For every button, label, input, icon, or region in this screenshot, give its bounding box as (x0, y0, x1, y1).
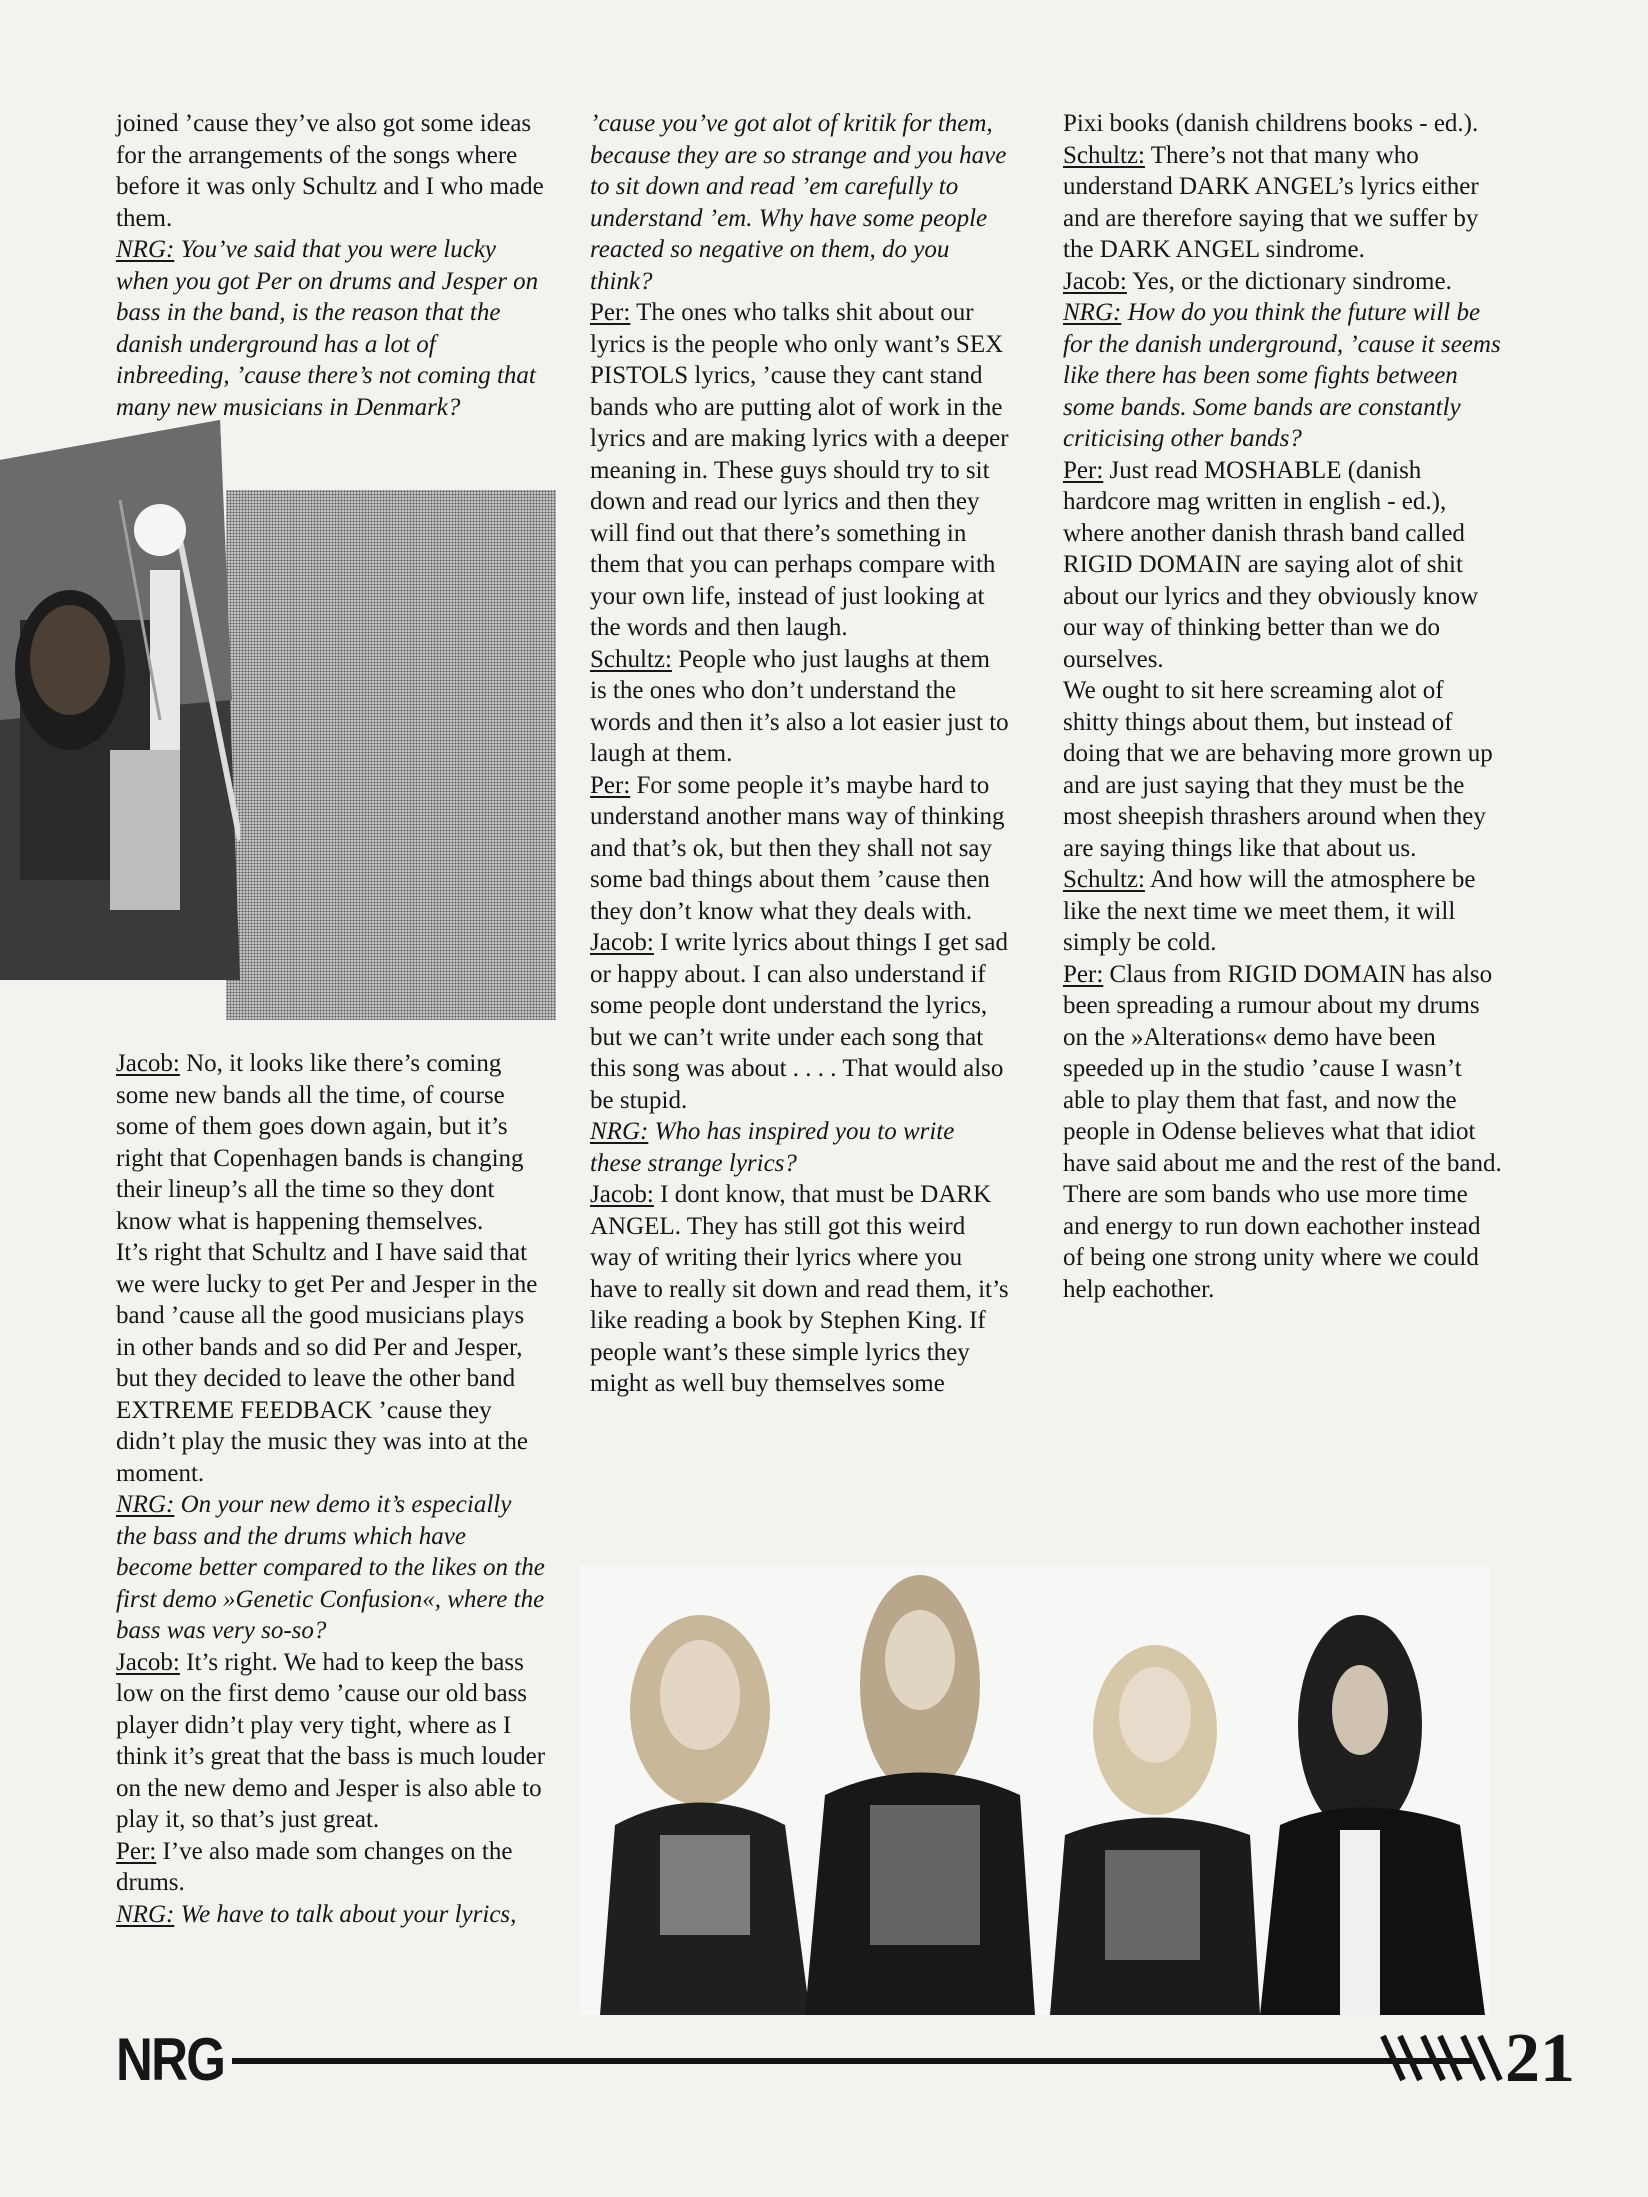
paragraph-text: I dont know, that must be DARK ANGEL. They has still got this weird way of writing their lyrics where you have to really sit down and read them, it’s like reading a book by Stephen King. If people want’s these simple lyrics they might as well buy themselves some (590, 1181, 1009, 1397)
interview-answer (1063, 266, 1503, 298)
interview-question (590, 1116, 1010, 1179)
paragraph-text: Just read MOSHABLE (danish hardcore mag written in english - ed.), where another danish thrash band called RIGID DOMAIN are saying alot of shit about our lyrics and they obviously know our way of thinking better than we do ourselves. (1063, 456, 1479, 673)
interview-answer (116, 1836, 546, 1899)
paragraph-text: On your new demo it’s especially the bass and the drums which have become better compared to the likes on the first demo »Genetic Confusion«, where the bass was very so-so? (116, 1491, 545, 1644)
footer-ornament-icon (1378, 2028, 1503, 2088)
paragraph-text: The ones who talks shit about our lyrics is the people who only want’s SEX PISTOLS lyrics, ’cause they cant stand bands who are putting alot of work in the lyrics and are making lyrics with a deeper meaning in. These guys should try to sit down and read our lyrics and then they will find out that there’s something in them that you can perhaps compare with your own life, instead of just looking at the words and then laugh. (590, 299, 1009, 641)
paragraph-text: We have to talk about your lyrics, (180, 1900, 517, 1928)
speaker-label: Jacob: (590, 929, 654, 956)
footer-rule (232, 2058, 1472, 2064)
paragraph-text: Claus from RIGID DOMAIN has also been spreading a rumour about my drums on the »Alterations« demo have been speeded up in the studio ’cause I wasn’t able to play them that fast, and now the people in Odense believes what that idiot have said about me and the rest of the band. (1063, 960, 1502, 1177)
paragraph-text: joined ’cause they’ve also got some ideas for the arrangements of the songs where before it was only Schultz and I who made them. (116, 110, 544, 232)
page-number: 21 (1505, 2020, 1575, 2097)
paragraph-text: It’s right. We had to keep the bass low on the first demo ’cause our old bass player didn’t play very tight, where as I think it’s great that the bass is much louder on the new demo and Jesper is also able to play it, so that’s just great. (116, 1648, 546, 1833)
speaker-label: NRG: (1063, 299, 1122, 326)
speaker-label: Per: (1063, 960, 1104, 988)
paragraph-text: Pixi books (danish childrens books - ed.). (1063, 110, 1479, 137)
interview-answer (590, 927, 1010, 1116)
paragraph-text: For some people it’s maybe hard to understand another mans way of thinking and that’s ok, but then they shall not say some bad things about them ’cause then they don’t know what they deals with. (590, 771, 1005, 925)
paragraph-text: ’cause you’ve got alot of kritik for them, because they are so strange and you have to sit down and read ’em carefully to understand ’em. Why have some people reacted so negative on them, do you think? (590, 110, 1007, 295)
speaker-label: NRG: (116, 236, 175, 263)
paragraph-text: It’s right that Schultz and I have said that we were lucky to get Per and Jesper in the band ’cause all the good musicians plays in other bands and so did Per and Jesper, but they decided to leave the other band EXTREME FEEDBACK ’cause they didn’t play the music they was into at the moment. (116, 1239, 538, 1487)
speaker-label: Per: (590, 771, 631, 799)
interview-question (1063, 297, 1503, 455)
interview-answer (1063, 140, 1503, 266)
interview-answer (590, 770, 1010, 928)
paragraph-text: We ought to sit here screaming alot of shitty things about them, but instead of doing that we are behaving more grown up and are just saying that they must be the most sheepish thrashers around when they are saying things like that about us. (1063, 677, 1493, 862)
live-photo-graphic (0, 420, 240, 980)
article-paragraph (1063, 675, 1503, 864)
speaker-label: Per: (1063, 456, 1104, 484)
paragraph-text: I write lyrics about things I get sad or happy about. I can also understand if some people dont understand the lyrics, but we can’t write under each song that this song was about . . . . That would also be stupid. (590, 929, 1008, 1114)
band-photo-graphic (580, 1565, 1490, 2015)
paragraph-text: You’ve said that you were lucky when you got Per on drums and Jesper on bass in the band, is the reason that the danish underground has a lot of inbreeding, ’cause there’s not coming that many new musicians in Denmark? (116, 236, 539, 421)
interview-answer (590, 1179, 1010, 1400)
band-group-photo (580, 1565, 1490, 2015)
paragraph-text: Yes, or the dictionary sindrome. (1132, 267, 1452, 295)
speaker-label: NRG: (590, 1118, 649, 1145)
column-1-top (116, 108, 546, 423)
paragraph-text: People who just laughs at them is the ones who don’t understand the words and then it’s also a lot easier just to laugh at them. (590, 645, 1009, 767)
interview-answer (590, 644, 1010, 770)
interview-answer (1063, 864, 1503, 959)
column-3 (1063, 108, 1503, 1305)
speaker-label: Schultz: (590, 645, 672, 673)
article-paragraph (116, 1237, 546, 1489)
paragraph-text: I’ve also made som changes on the drums. (116, 1837, 513, 1896)
interview-answer (116, 1048, 546, 1237)
interview-answer (116, 1647, 546, 1836)
speaker-label: NRG: (116, 1491, 175, 1518)
speaker-label: Jacob: (590, 1181, 654, 1208)
column-2 (590, 108, 1010, 1400)
live-band-photo (0, 420, 240, 980)
speaker-label: Per: (116, 1837, 157, 1865)
speaker-label: Per: (590, 299, 631, 326)
paragraph-text: Who has inspired you to write these strange lyrics? (590, 1118, 955, 1177)
article-paragraph (1063, 1179, 1503, 1305)
speaker-label: Jacob: (1063, 267, 1127, 295)
interview-question (116, 1489, 546, 1647)
speaker-label: Schultz: (1063, 141, 1145, 169)
speaker-label: Schultz: (1063, 866, 1145, 893)
column-1-bottom (116, 1048, 546, 1930)
halftone-photo-background (226, 490, 556, 1020)
paragraph-text: There’s not that many who understand DARK ANGEL’s lyrics either and are therefore saying that we suffer by the DARK ANGEL sindrome. (1063, 141, 1479, 263)
paragraph-text: There are som bands who use more time and energy to run down eachother instead of being one strong unity where we could help eachother. (1063, 1181, 1481, 1303)
article-paragraph (116, 108, 546, 234)
speaker-label: Jacob: (116, 1050, 180, 1077)
interview-question (116, 234, 546, 423)
interview-question (590, 108, 1010, 297)
paragraph-text: No, it looks like there’s coming some new bands all the time, of course some of them goes down again, but it’s right that Copenhagen bands is changing their lineup’s all the time so they dont know what is happening themselves. (116, 1050, 524, 1235)
magazine-logo: NRG (116, 2026, 225, 2093)
speaker-label: Jacob: (116, 1648, 180, 1676)
interview-answer (1063, 455, 1503, 676)
article-paragraph (1063, 108, 1503, 140)
interview-answer (590, 297, 1010, 644)
speaker-label: NRG: (116, 1900, 175, 1928)
interview-answer (1063, 959, 1503, 1180)
paragraph-text: How do you think the future will be for the danish underground, ’cause it seems like there has been some fights between some bands. Some bands are constantly criticising other bands? (1063, 299, 1501, 452)
paragraph-text: And how will the atmosphere be like the next time we meet them, it will simply be cold. (1063, 866, 1476, 956)
interview-question (116, 1899, 546, 1931)
